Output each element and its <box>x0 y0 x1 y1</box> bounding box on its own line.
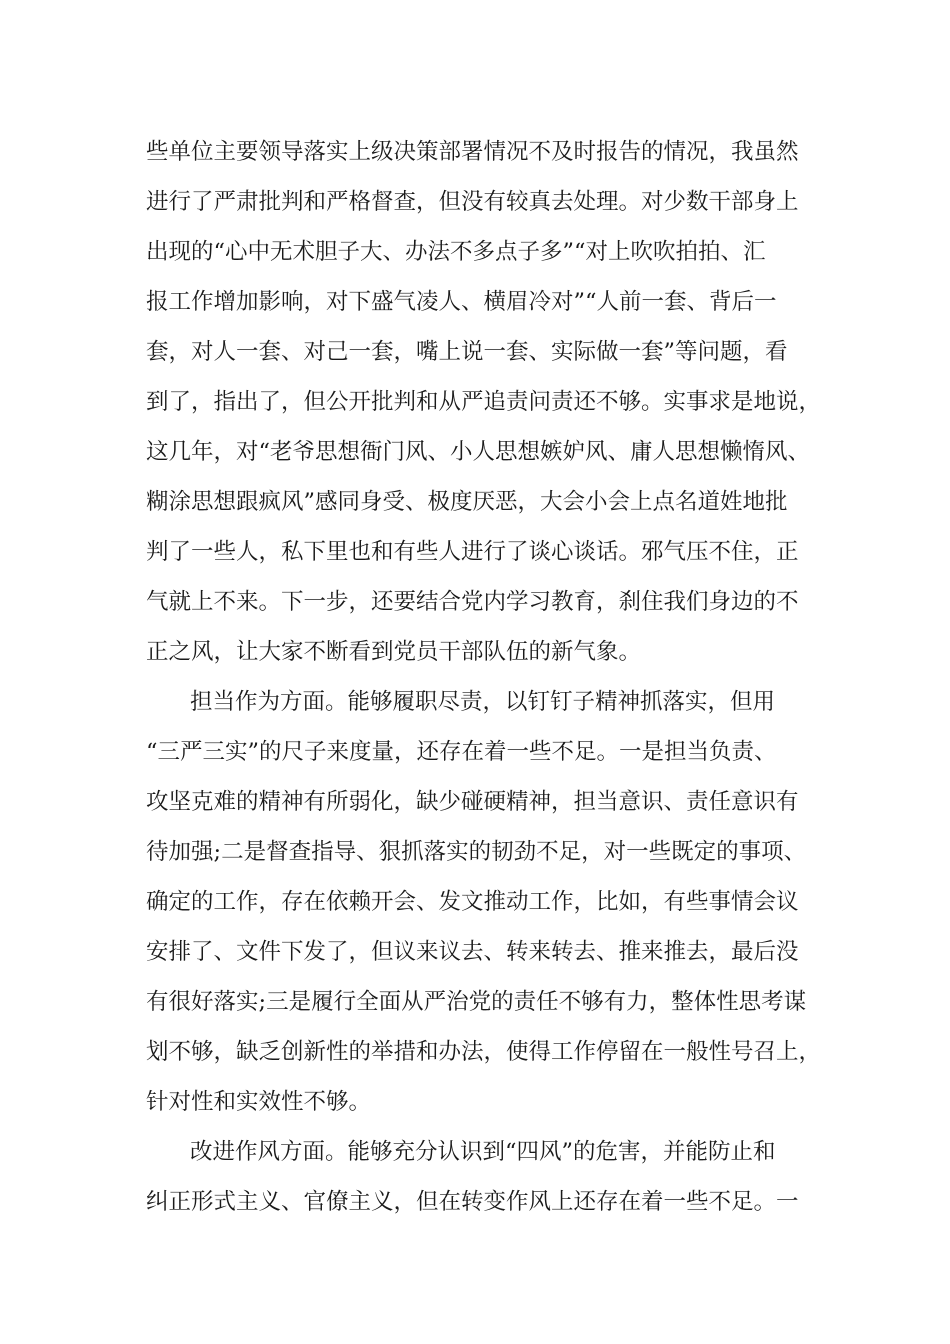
text-line: 安排了、文件下发了，但议来议去、转来转去、推来推去，最后没 <box>146 939 799 965</box>
text-line: 针对性和实效性不够。 <box>146 1089 372 1115</box>
text-line: 这几年，对“老爷思想衙门风、小人思想嫉妒风、庸人思想懒惰风、 <box>146 439 811 465</box>
text-line: 攻坚克难的精神有所弱化，缺少碰硬精神，担当意识、责任意识有 <box>146 789 799 815</box>
text-line: 出现的“心中无术胆子大、办法不多点子多”“对上吹吹拍拍、汇 <box>146 239 766 265</box>
text-line: 套，对人一套、对己一套，嘴上说一套、实际做一套”等问题，看 <box>146 339 788 365</box>
text-line: 气就上不来。下一步，还要结合党内学习教育，刹住我们身边的不 <box>146 589 799 615</box>
paragraph-start-line: 改进作风方面。能够充分认识到“四风”的危害，并能防止和 <box>190 1139 776 1165</box>
text-line: 些单位主要领导落实上级决策部署情况不及时报告的情况，我虽然 <box>146 139 799 165</box>
paragraph-start-line: 担当作为方面。能够履职尽责，以钉钉子精神抓落实，但用 <box>190 689 776 715</box>
text-line: 进行了严肃批判和严格督查，但没有较真去处理。对少数干部身上 <box>146 189 799 215</box>
text-line: 有很好落实;三是履行全面从严治党的责任不够有力，整体性思考谋 <box>146 989 807 1015</box>
text-line: 划不够，缺乏创新性的举措和办法，使得工作停留在一般性号召上， <box>146 1039 822 1065</box>
text-line: 糊涂思想跟疯风”感同身受、极度厌恶，大会小会上点名道姓地批 <box>146 489 788 515</box>
text-line: 报工作增加影响，对下盛气凌人、横眉冷对”“人前一套、背后一 <box>146 289 777 315</box>
text-line: 判了一些人，私下里也和有些人进行了谈心谈话。邪气压不住，正 <box>146 539 799 565</box>
text-line: 确定的工作，存在依赖开会、发文推动工作，比如，有些事情会议 <box>146 889 799 915</box>
text-line: 正之风，让大家不断看到党员干部队伍的新气象。 <box>146 639 642 665</box>
text-line: 纠正形式主义、官僚主义，但在转变作风上还存在着一些不足。一 <box>146 1189 799 1215</box>
text-line: 待加强;二是督查指导、狠抓落实的韧劲不足，对一些既定的事项、 <box>146 839 807 865</box>
text-line: “三严三实”的尺子来度量，还存在着一些不足。一是担当负责、 <box>146 739 777 765</box>
text-line: 到了，指出了，但公开批判和从严追责问责还不够。实事求是地说， <box>146 389 822 415</box>
